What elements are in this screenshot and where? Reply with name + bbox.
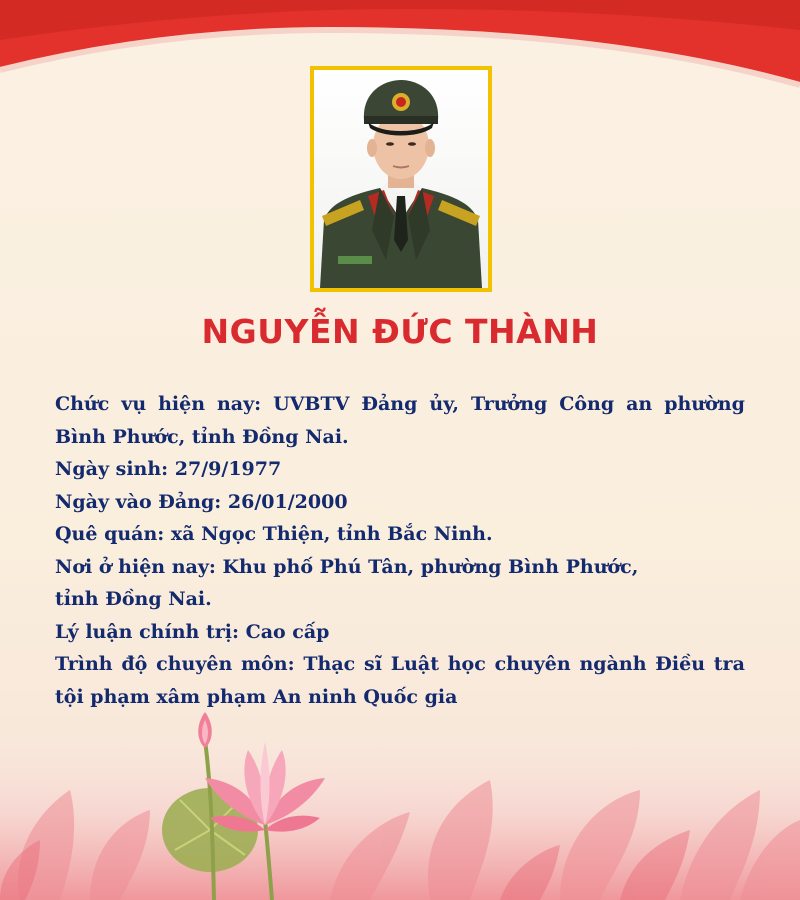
info-line: Bình Phước, tỉnh Đồng Nai. <box>55 425 349 448</box>
info-word: Chức <box>55 393 110 415</box>
info-line: Ngày sinh: 27/9/1977 <box>55 458 282 480</box>
info-word: tra <box>713 653 745 675</box>
info-word: Trình <box>55 653 113 675</box>
info-line: Nơi ở hiện nay: Khu phố Phú Tân, phường Bình Phước, <box>55 555 639 578</box>
info-line <box>55 648 745 681</box>
info-word: Trưởng <box>470 393 548 415</box>
info-word: Đảng <box>361 393 418 415</box>
info-line: Lý luận chính trị: Cao cấp <box>55 620 330 643</box>
info-word: môn: <box>241 653 295 675</box>
lotus-decoration <box>0 700 800 900</box>
info-word: vụ <box>121 393 147 415</box>
info-word: Công <box>559 393 615 415</box>
info-word: nay: <box>216 393 262 415</box>
profile-info <box>55 388 745 713</box>
info-word: ủy, <box>429 393 459 415</box>
info-line: tội phạm xâm phạm An ninh Quốc gia <box>55 685 458 708</box>
info-word: hiện <box>158 393 206 415</box>
info-word: Luật <box>390 653 439 675</box>
info-word: Thạc <box>303 653 356 675</box>
info-word: Điều <box>655 653 706 675</box>
portrait-frame <box>310 66 492 292</box>
info-line: Ngày vào Đảng: 26/01/2000 <box>55 490 348 513</box>
info-word: độ <box>121 653 148 675</box>
info-line <box>55 388 745 421</box>
info-word: ngành <box>579 653 647 675</box>
info-line: Quê quán: xã Ngọc Thiện, tỉnh Bắc Ninh. <box>55 523 493 545</box>
info-word: chuyên <box>494 653 571 675</box>
info-word: học <box>447 653 486 675</box>
info-word: sĩ <box>364 653 382 675</box>
person-name: NGUYỄN ĐỨC THÀNH <box>201 312 599 351</box>
info-word: chuyên <box>156 653 233 675</box>
portrait-photo <box>314 70 488 288</box>
info-word: UVBTV <box>273 393 350 415</box>
info-line: tỉnh Đồng Nai. <box>55 588 212 610</box>
info-word: an <box>626 393 653 415</box>
info-word: phường <box>664 393 745 415</box>
